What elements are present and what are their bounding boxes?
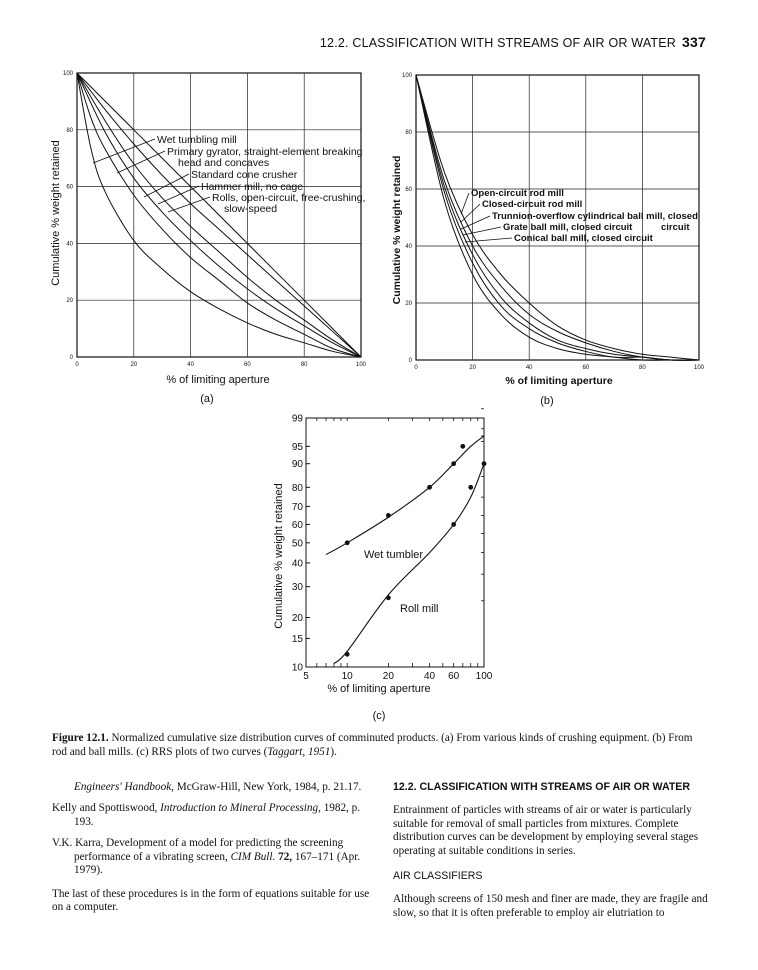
- caption-citation: Taggart, 1951: [267, 746, 331, 758]
- panel-c-label: (c): [372, 710, 386, 722]
- panel-c-y-tick-label: 20: [291, 613, 303, 625]
- panel-b-ylabel: Cumulative % weight retained: [391, 155, 403, 305]
- panel-a-y-tick-label: 100: [62, 71, 73, 77]
- panel-c-x-tick-label: 60: [448, 671, 460, 682]
- reference-details: McGraw-Hill, New York, 1984, p. 21.17.: [173, 781, 362, 793]
- panel-a-ylabel: Cumulative % weight retained: [50, 140, 62, 286]
- annotation-circuit: circuit: [661, 222, 690, 233]
- panel-c-x-tick-label: 5: [303, 671, 309, 682]
- panel-c-data-point: [345, 540, 350, 545]
- panel-c-y-tick-label: 90: [291, 459, 303, 471]
- reference-details: 1982, p. 193.: [74, 802, 361, 828]
- panel-b-x-tick-label: 40: [525, 365, 533, 371]
- caption-end: ).: [330, 746, 337, 758]
- annotation-hammer-mill: Hammer mill, no cage: [201, 181, 304, 193]
- panel-a-y-tick-label: 20: [66, 298, 73, 305]
- panel-a-x-tick-label: 0: [75, 362, 79, 368]
- annotation-primary-gyrator: Primary gyrator, straight-element breaking: [167, 146, 363, 158]
- panel-b-y-tick-label: 60: [405, 187, 412, 193]
- panel-c-data-point: [468, 485, 473, 490]
- reference-item: [52, 802, 372, 829]
- panel-b-x-tick-label: 0: [414, 365, 418, 371]
- caption-text: Normalized cumulative size distribution curves of comminuted products. (a) From various kinds of crushing equipment. (b) From rod and ball mills. (c) RRS plots of two curves (: [52, 732, 693, 758]
- panel-c: [273, 409, 493, 722]
- annotation-primary-gyrator-2: head and concaves: [178, 157, 270, 169]
- reference-title: Engineers' Handbook,: [74, 781, 174, 793]
- panel-a: [50, 71, 367, 405]
- annotation-rolls: Rolls, open-circuit, free-crushing,: [212, 192, 366, 204]
- caption-label: Figure 12.1.: [52, 732, 109, 744]
- reference-item: [52, 781, 372, 794]
- figure-caption: [52, 731, 710, 759]
- reference-title: Introduction to Mineral Processing,: [160, 802, 321, 815]
- panel-c-x-tick-label: 40: [423, 671, 436, 682]
- annotation-rolls-2: slow-speed: [224, 203, 278, 215]
- reference-volume: 72,: [275, 850, 293, 863]
- panel-c-y-tick-label: 99: [291, 413, 303, 425]
- panel-c-y-tick-label: 10: [291, 662, 303, 674]
- running-title: 12.2. CLASSIFICATION WITH STREAMS OF AIR OR WATER: [319, 36, 677, 50]
- panel-c-data-point: [386, 513, 391, 518]
- panel-c-y-tick-label: 40: [291, 558, 303, 570]
- panel-a-label: (a): [200, 393, 214, 405]
- panel-a-y-tick-label: 60: [66, 184, 73, 191]
- panel-c-y-tick-label: 70: [291, 501, 303, 513]
- reference-journal: CIM Bull.: [230, 850, 276, 863]
- panel-a-xlabel: % of limiting aperture: [166, 374, 270, 386]
- panel-b: [391, 73, 705, 407]
- panel-b-x-tick-label: 100: [693, 365, 705, 371]
- panel-c-y-tick-label: 60: [291, 519, 303, 531]
- panel-a-y-tick-label: 0: [69, 355, 73, 361]
- panel-c-x-tick-label: 100: [475, 671, 493, 682]
- subsection-heading: AIR CLASSIFIERS: [393, 870, 483, 883]
- panel-a-x-tick-label: 60: [244, 362, 251, 368]
- panel-c-y-tick-label: 80: [291, 482, 303, 494]
- panel-b-xlabel: % of limiting aperture: [505, 375, 613, 387]
- panel-c-xlabel: % of limiting aperture: [327, 683, 431, 695]
- panel-a-x-tick-label: 80: [300, 362, 308, 368]
- panel-b-y-tick-label: 0: [408, 358, 412, 364]
- panel-c-data-point: [451, 461, 456, 466]
- panel-b-x-tick-label: 20: [469, 365, 476, 371]
- annotation-closed-circuit-rod-mill: Closed-circuit rod mill: [482, 199, 583, 210]
- panel-c-y-tick-label: 50: [291, 538, 303, 550]
- page-number: 337: [682, 34, 706, 50]
- reference-authors: Kelly and Spottiswood,: [52, 802, 161, 815]
- panel-a-x-tick-label: 40: [187, 362, 194, 368]
- panel-c-data-point: [427, 485, 432, 490]
- panel-a-curves: [77, 73, 361, 357]
- panel-c-y-tick-label: 15: [291, 633, 303, 645]
- reference-item: [52, 837, 372, 877]
- panel-c-y-tick-label: 95: [291, 441, 303, 453]
- panel-b-y-tick-label: 40: [405, 244, 412, 250]
- paragraph: Entrainment of particles with streams of air or water is particularly suitable for removal of small particles from mixtures. Complete distribution curves can be development by employing several stages operating at suitable conditions in series.: [393, 804, 699, 857]
- reference-list: [52, 781, 372, 885]
- panel-c-x-tick-label: 10: [341, 671, 353, 682]
- panel-b-label: (b): [540, 395, 554, 407]
- panel-b-y-tick-label: 100: [401, 73, 412, 79]
- panel-b-x-tick-label: 60: [582, 365, 590, 371]
- annotation-standard-cone-crusher: Standard cone crusher: [191, 169, 298, 181]
- panel-c-series-curve: [326, 436, 484, 555]
- series-label-roll-mill: Roll mill: [400, 603, 439, 615]
- annotation-conical-ball-mill: Conical ball mill, closed circuit: [514, 233, 653, 244]
- annotation-open-circuit-rod-mill: Open-circuit rod mill: [471, 188, 564, 199]
- panel-c-ylabel: Cumulative % weight retained: [273, 483, 285, 629]
- annotation-wet-tumbling-mill: Wet tumbling mill: [157, 134, 237, 146]
- panel-a-x-tick-label: 100: [355, 362, 367, 368]
- panel-b-y-tick-label: 20: [405, 301, 412, 307]
- panel-c-data-point: [460, 444, 465, 449]
- panel-b-annotations: [461, 188, 698, 244]
- panel-a-y-tick-label: 40: [66, 241, 73, 248]
- paragraph: Although screens of 150 mesh and finer are made, they are fragile and slow, so that it is often preferable to employ air elutriation to: [393, 893, 708, 919]
- panel-b-y-tick-label: 80: [405, 130, 412, 136]
- panel-c-data-point: [386, 595, 391, 600]
- reference-authors: V.K. Karra, Development of a model for predicting the screening performance of a vibrating screen,: [52, 837, 344, 863]
- panel-c-y-tick-label: 30: [291, 582, 303, 594]
- panel-a-ticks: [63, 71, 367, 368]
- panel-b-x-tick-label: 80: [639, 365, 646, 371]
- panel-c-data-point: [345, 652, 350, 657]
- reference-details: 167–171 (Apr. 1979).: [74, 850, 361, 877]
- series-label-wet-tumbler: Wet tumbler: [364, 549, 424, 561]
- panel-c-ticks: [292, 409, 493, 682]
- left-column-closing-paragraph: The last of these procedures is in the form of equations suitable for use on a computer.: [52, 888, 370, 914]
- panel-a-series-curve: [77, 73, 361, 357]
- panel-a-y-tick-label: 80: [66, 127, 73, 134]
- panel-c-data-point: [451, 522, 456, 527]
- section-heading: 12.2. CLASSIFICATION WITH STREAMS OF AIR OR WATER: [393, 781, 691, 793]
- panel-c-x-tick-label: 20: [382, 671, 394, 682]
- panel-c-series-curve: [334, 464, 484, 664]
- panel-c-frame: [306, 418, 484, 667]
- panel-c-data-point: [482, 461, 487, 466]
- right-column: [393, 781, 711, 920]
- annotation-trunnion-overflow: Trunnion-overflow cylindrical ball mill, closed: [492, 211, 698, 222]
- panel-a-x-tick-label: 20: [130, 362, 138, 368]
- annotation-grate-ball-mill: Grate ball mill, closed circuit: [503, 222, 633, 233]
